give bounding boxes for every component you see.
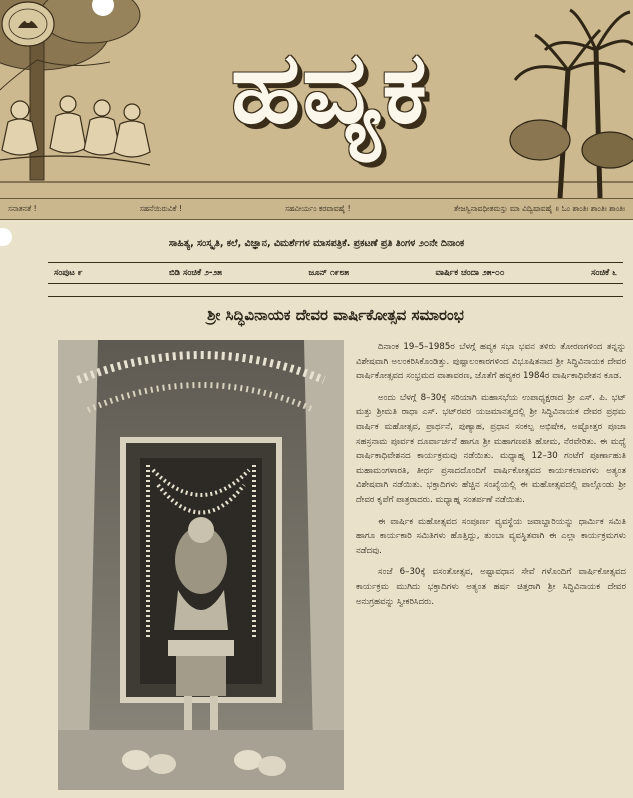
annual-subscription: ವಾರ್ಷಿಕ ಚಂದಾ ೨೫-೦೦ (435, 268, 505, 278)
publication-subtitle: ಸಾಹಿತ್ಯ, ಸಂಸ್ಕೃತಿ, ಕಲೆ, ವಿಜ್ಞಾನ, ವಿಮರ್ಶೆಗಳ ಮಾಸಪತ್ರಿಕೆ. ಪ್ರಕಟಣೆ ಪ್ರತಿ ತಿಂಗಳ ೨೦ನೇ ದಿನಾಂಕ (168, 238, 465, 249)
sabha-seal-emblem (0, 0, 56, 48)
headline-divider (48, 296, 623, 297)
single-copy-price: ಬಿಡಿ ಸಂಚಿಕೆ ೨-೨೫ (168, 268, 222, 278)
masthead (0, 0, 633, 198)
issue-month: ಜೂನ್ ೧೯೮೫ (308, 268, 350, 278)
article-paragraph: ದಿನಾಂಕ 19–5–1985ರ ಬೆಳಗ್ಗೆ ಹವ್ಯಕ ಸಭಾ ಭವನ ತಳಿರು ತೋರಣಗಳಿಂದ ತನ್ನನ್ನು ವಿಶೇಷವಾಗಿ ಅಲಂಕರಿಸಿಕೊಂಡಿತ್ತು. ಪುಷ್ಪಾಲಂಕಾರಗಳಿಂದ ವಿಭೂಷಿತನಾದ ಶ್ರೀ ಸಿದ್ಧಿವಿನಾಯಕ ದೇವರ ವಾರ್ಷಿಕೋತ್ಸವದ ಸಂಭ್ರಮದ ವಾತಾವರಣ, ಜೊತೆಗೆ ಹವ್ಯಕರ 1984ರ ವಾರ್ಷಿಕಾಧಿವೇಶನ ಕೂಡ. (356, 342, 626, 382)
motto-left-3: ಸಹವೀರ್ಯಂ ಕರವಾವಹೈ ! (285, 204, 351, 213)
masthead-title: ಹವ್ಯಕ (230, 29, 430, 146)
motto-right: ತೇಜಸ್ವಿನಾವಧೀತಮಸ್ತು ಮಾ ವಿದ್ವಿಷಾವಹೈ ॥ ಓಂ ಶಾಂತಿಃ ಶಾಂತಿಃ ಶಾಂತಿಃ (453, 204, 625, 213)
motto-bar (0, 198, 633, 220)
issue-number: ಸಂಚಿಕೆ ೬ (591, 268, 617, 278)
article-headline: ಶ್ರೀ ಸಿದ್ಧಿವಿನಾಯಕ ದೇವರ ವಾರ್ಷಿಕೋತ್ಸವ ಸಮಾರಂಭ (207, 306, 464, 324)
article-body (356, 340, 626, 795)
article-paragraph: ಅಂದು ಬೆಳಗ್ಗೆ 8–30ಕ್ಕೆ ಸರಿಯಾಗಿ ಮಹಾಸಭೆಯ ಉಪಾಧ್ಯಕ್ಷರಾದ ಶ್ರೀ ಎಸ್. ಪಿ. ಭಟ್ ಮತ್ತು ಶ್ರೀಮತಿ ರಾಧಾ ಎಸ್. ಭಟ್‌ರವರ ಯಜಮಾನತ್ವದಲ್ಲಿ ಶ್ರೀ ಸಿದ್ಧಿವಿನಾಯಕ ದೇವರ ಪ್ರಥಮ ವಾರ್ಷಿಕ ಮಹೋತ್ಸವ, ಪ್ರಾರ್ಥನೆ, ಪುಣ್ಯಾಹ, ಪ್ರಧಾನ ಸಂಕಲ್ಪ ಅಭಿಷೇಕ, ಅಷ್ಟೋತ್ತರ ಪೂಜಾ ಸಹಸ್ರನಾಮ ಪೂರ್ವಕ ದೂರ್ವಾರ್ಚನೆ ಹಾಗೂ ಶ್ರೀ ಮಹಾಗಣಪತಿ ಹೋಮ, ನೆರವೇರಿತು. ಈ ಮಧ್ಯೆ ವಾರ್ಷಿಕಾಧಿವೇಶನದ ಕಾರ್ಯಕ್ರಮವು ನಡೆಯಿತು. ಮಧ್ಯಾಹ್ನ 12–30 ಗಂಟೆಗೆ ಪೂರ್ಣಾಹುತಿ ಮಹಾಮಂಗಳಾರತಿ, ತೀರ್ಥ ಪ್ರಸಾದದೊಂದಿಗೆ ವಾರ್ಷಿಕೋತ್ಸವದ ಕಾರ್ಯಕಲಾಪಗಳು ಅತ್ಯಂತ ವಿಶೇಷವಾಗಿ ನಡೆಯಿತು. ಭಕ್ತಾದಿಗಳು ಹೆಚ್ಚಿನ ಸಂಖ್ಯೆಯಲ್ಲಿ ಈ ಮಹೋತ್ಸವದಲ್ಲಿ ಪಾಲ್ಗೊಂಡು ಶ್ರೀ ದೇವರ ಕೃಪೆಗೆ ಪಾತ್ರರಾದರು. ಮಧ್ಯಾಹ್ನ ಸಂತರ್ಪಣೆ ನಡೆಯಿತು. (356, 392, 626, 505)
volume-label: ಸಂಪುಟ ೯ (54, 268, 83, 278)
deity-photo (58, 340, 344, 790)
motto-left-1: ಸನಾತನತೆ ! (8, 204, 37, 213)
shrine-photo-illustration (58, 340, 344, 790)
motto-left-2: ಸಹನೆಯಿರುವಿಕೆ ! (139, 204, 182, 213)
article-paragraph: ಸಂಜೆ 6–30ಕ್ಕೆ ವಸಂತೋತ್ಸವ, ಅಷ್ಟಾವಧಾನ ಸೇವೆ ಗಳೊಂದಿಗೆ ವಾರ್ಷಿಕೋತ್ಸವದ ಕಾರ್ಯಕ್ರಮ ಮುಗಿದು ಭಕ್ತಾದಿಗಳು ಅತ್ಯಂತ ಹರ್ಷ ಚಿತ್ತರಾಗಿ ಶ್ರೀ ಸಿದ್ಧಿವಿನಾಯಕ ದೇವರ ಅನುಗ್ರಹವನ್ನು ಸ್ವೀಕರಿಸಿದರು. (356, 567, 626, 607)
issue-info-bar (48, 262, 623, 284)
article-paragraph: ಈ ವಾರ್ಷಿಕ ಮಹೋತ್ಸವದ ಸಂಪೂರ್ಣ ವ್ಯವಸ್ಥೆಯ ಜವಾಬ್ದಾರಿಯನ್ನು ಧಾರ್ಮಿಕ ಸಮಿತಿ ಹಾಗೂ ಕಾರ್ಯಕಾರಿ ಸಮಿತಿಗಳು ಹೊತ್ತಿದ್ದು, ತುಂಬಾ ವ್ಯವಸ್ಥಿತವಾಗಿ ಈ ಎಲ್ಲಾ ಕಾರ್ಯಕ್ರಮಗಳು ನಡೆದವು. (356, 516, 626, 556)
